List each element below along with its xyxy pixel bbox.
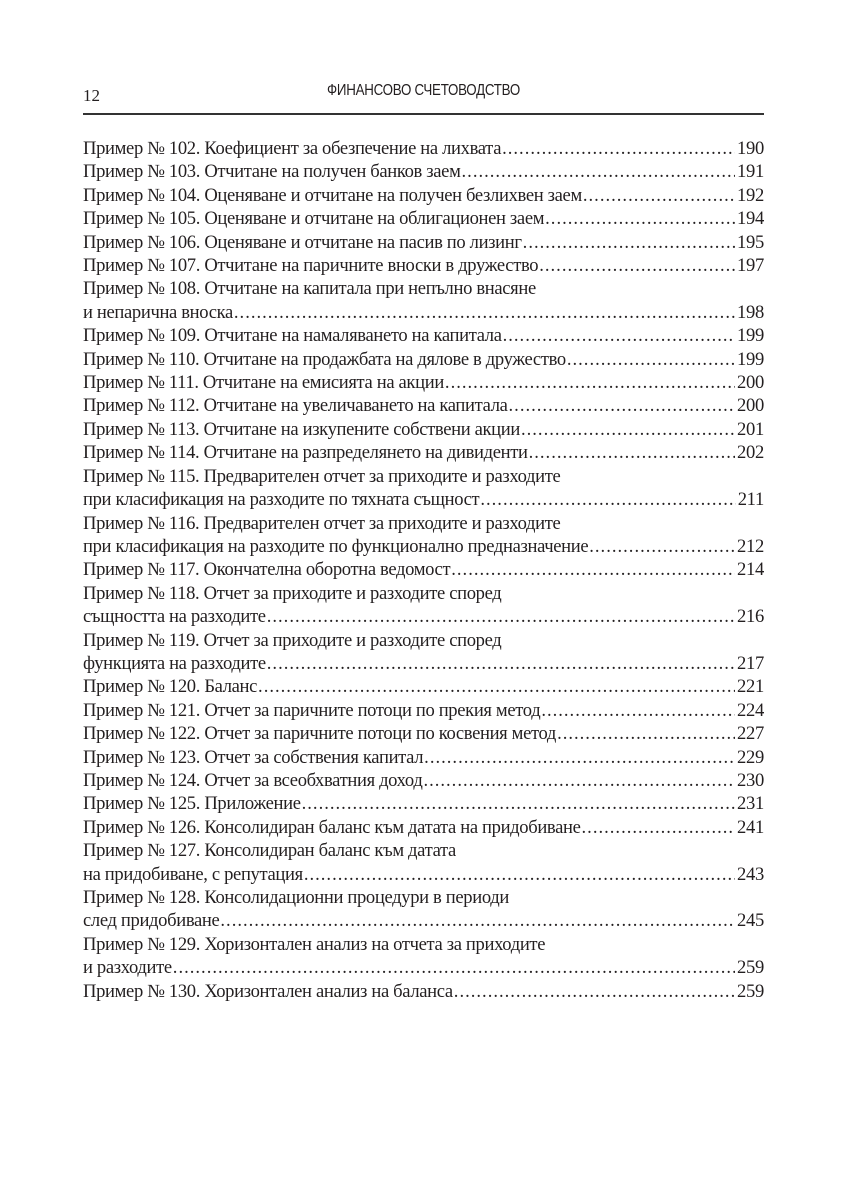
toc-entry-title: Пример № 104. Оценяване и отчитане на получен безлихвен заем xyxy=(83,184,582,206)
dot-leader xyxy=(583,184,735,207)
toc-entry-title: Пример № 117. Окончателна оборотна ведомост xyxy=(83,559,451,581)
toc-page-number: 224 xyxy=(737,699,764,721)
toc-entry-title: Пример № 119. Отчет за приходите и разходите според xyxy=(83,629,502,651)
toc-entry-title: Пример № 122. Отчет за паричните потоци по косвения метод xyxy=(83,723,557,745)
toc-entry-line-final xyxy=(83,792,764,815)
toc-entry[interactable] xyxy=(83,394,764,417)
toc-entry-line xyxy=(83,629,764,652)
toc-entry-title: Пример № 127. Консолидиран баланс към датата xyxy=(83,840,456,862)
toc-entry-line-final xyxy=(83,348,764,371)
page-number: 12 xyxy=(83,86,100,105)
toc-entry-title: Пример № 109. Отчитане на намаляването на капитала xyxy=(83,325,502,347)
toc-entry-line xyxy=(83,465,764,488)
toc-entry[interactable] xyxy=(83,324,764,347)
toc-entry-line-final xyxy=(83,231,764,254)
toc-entry-line-final xyxy=(83,324,764,347)
dot-leader xyxy=(424,746,735,769)
toc-page-number: 192 xyxy=(737,184,764,206)
toc-entry-title: Пример № 107. Отчитане на паричните вноски в дружество xyxy=(83,255,539,277)
toc-entry-line-final xyxy=(83,980,764,1003)
toc-page-number: 199 xyxy=(737,348,764,370)
dot-leader xyxy=(480,488,735,511)
toc-entry[interactable] xyxy=(83,980,764,1003)
dot-leader xyxy=(503,324,735,347)
toc-entry[interactable] xyxy=(83,886,764,933)
toc-page-number: 243 xyxy=(737,863,764,885)
dot-leader xyxy=(462,160,735,183)
dot-leader xyxy=(304,863,735,886)
toc-entry-title: Пример № 124. Отчет за всеобхватния доход xyxy=(83,769,423,791)
toc-entry[interactable] xyxy=(83,558,764,581)
dot-leader xyxy=(545,207,735,230)
toc-entry-line-final xyxy=(83,605,764,628)
toc-entry-line xyxy=(83,582,764,605)
toc-entry[interactable] xyxy=(83,418,764,441)
toc-entry-line-final xyxy=(83,816,764,839)
toc-entry[interactable] xyxy=(83,231,764,254)
dot-leader xyxy=(539,254,735,277)
toc-entry-line-final xyxy=(83,558,764,581)
toc-entry-title: Пример № 120. Баланс xyxy=(83,676,258,698)
dot-leader xyxy=(529,441,735,464)
toc-entry-title: функцията на разходите xyxy=(83,652,266,674)
toc-entry-title: Пример № 116. Предварителен отчет за приходите и разходите xyxy=(83,512,561,534)
toc-page-number: 231 xyxy=(737,793,764,815)
toc-page-number: 217 xyxy=(737,652,764,674)
toc-entry-title: Пример № 121. Отчет за паричните потоци по прекия метод xyxy=(83,699,541,721)
toc-page-number: 212 xyxy=(737,535,764,557)
toc-entry-line-final xyxy=(83,863,764,886)
dot-leader xyxy=(589,535,735,558)
toc-entry[interactable] xyxy=(83,207,764,230)
toc-entry[interactable] xyxy=(83,699,764,722)
toc-entry[interactable] xyxy=(83,792,764,815)
toc-entry[interactable] xyxy=(83,675,764,698)
toc-page-number: 198 xyxy=(737,301,764,323)
toc-page-number: 190 xyxy=(737,138,764,159)
toc-entry[interactable] xyxy=(83,465,764,512)
toc-entry[interactable] xyxy=(83,441,764,464)
dot-leader xyxy=(220,909,735,932)
toc-entry-line-final xyxy=(83,441,764,464)
toc-entry[interactable] xyxy=(83,582,764,629)
dot-leader xyxy=(582,816,735,839)
toc-entry[interactable] xyxy=(83,371,764,394)
toc-entry-line xyxy=(83,277,764,300)
toc-entry-title: и непарична вноска xyxy=(83,301,233,323)
toc-entry-line-final xyxy=(83,722,764,745)
header-rule xyxy=(83,113,764,115)
dot-leader xyxy=(541,699,735,722)
toc-page-number: 214 xyxy=(737,559,764,581)
toc-entry-title: Пример № 118. Отчет за приходите и разходите според xyxy=(83,582,502,604)
toc-entry-title: Пример № 110. Отчитане на продажбата на дялове в дружество xyxy=(83,348,566,370)
toc-entry[interactable] xyxy=(83,816,764,839)
toc-entry-title: Пример № 111. Отчитане на емисията на акции xyxy=(83,372,444,394)
page-header xyxy=(83,80,764,114)
toc-entry-line-final xyxy=(83,488,764,511)
toc-entry[interactable] xyxy=(83,746,764,769)
toc-entry-line-final xyxy=(83,207,764,230)
toc-entry-line xyxy=(83,839,764,862)
toc-entry-line-final xyxy=(83,535,764,558)
dot-leader xyxy=(451,558,735,581)
dot-leader xyxy=(234,301,735,324)
toc-page-number: 200 xyxy=(737,395,764,417)
dot-leader xyxy=(173,956,735,979)
toc-entry-title: Пример № 106. Оценяване и отчитане на пасив по лизинг xyxy=(83,231,522,253)
dot-leader xyxy=(302,792,735,815)
toc-entry-line-final xyxy=(83,675,764,698)
toc-entry[interactable] xyxy=(83,769,764,792)
toc-entry-title: при класификация на разходите по функционално предназначение xyxy=(83,535,589,557)
toc-entry-title: Пример № 129. Хоризонтален анализ на отчета за приходите xyxy=(83,933,546,955)
toc-page-number: 199 xyxy=(737,325,764,347)
toc-page-number: 200 xyxy=(737,372,764,394)
dot-leader xyxy=(557,722,735,745)
toc-page-number: 197 xyxy=(737,255,764,277)
dot-leader xyxy=(423,769,735,792)
toc-entry-line-final xyxy=(83,746,764,769)
toc-entry-title: Пример № 103. Отчитане на получен банков заем xyxy=(83,161,461,183)
toc-entry-line-final xyxy=(83,394,764,417)
toc-entry[interactable] xyxy=(83,137,764,160)
toc-page-number: 202 xyxy=(737,442,764,464)
toc-entry-line-final xyxy=(83,160,764,183)
toc-entry-line-final xyxy=(83,699,764,722)
toc-entry[interactable] xyxy=(83,254,764,277)
toc-page-number: 211 xyxy=(737,489,764,511)
table-of-contents xyxy=(83,137,764,1003)
toc-page-number: 245 xyxy=(737,910,764,932)
toc-entry-title: и разходите xyxy=(83,957,172,979)
toc-page-number: 191 xyxy=(737,161,764,183)
dot-leader xyxy=(445,371,735,394)
dot-leader xyxy=(267,605,735,628)
toc-entry-title: Пример № 125. Приложение xyxy=(83,793,301,815)
toc-entry-line-final xyxy=(83,956,764,979)
dot-leader xyxy=(267,652,735,675)
toc-page-number: 201 xyxy=(737,418,764,440)
toc-entry[interactable] xyxy=(83,512,764,559)
dot-leader xyxy=(502,137,735,160)
toc-entry-line-final xyxy=(83,254,764,277)
toc-entry-title: на придобиване, с репутация xyxy=(83,863,303,885)
dot-leader xyxy=(454,980,735,1003)
toc-page-number: 259 xyxy=(737,957,764,979)
toc-entry-title: Пример № 126. Консолидиран баланс към датата на придобиване xyxy=(83,816,581,838)
toc-entry-title: при класификация на разходите по тяхната същност xyxy=(83,489,480,511)
toc-entry-line-final xyxy=(83,301,764,324)
toc-entry-title: Пример № 128. Консолидационни процедури в периоди xyxy=(83,887,509,908)
toc-entry[interactable] xyxy=(83,277,764,324)
toc-entry[interactable] xyxy=(83,160,764,183)
toc-page-number: 221 xyxy=(737,676,764,698)
toc-entry-line-final xyxy=(83,769,764,792)
toc-entry-title: Пример № 123. Отчет за собствения капитал xyxy=(83,746,424,768)
toc-entry[interactable] xyxy=(83,839,764,886)
toc-page-number: 259 xyxy=(737,980,764,1002)
toc-entry-title: Пример № 105. Оценяване и отчитане на облигационен заем xyxy=(83,208,545,230)
toc-entry-title: Пример № 113. Отчитане на изкупените собствени акции xyxy=(83,418,520,440)
toc-page-number: 241 xyxy=(737,816,764,838)
toc-entry-title: Пример № 108. Отчитане на капитала при непълно внасяне xyxy=(83,278,536,300)
toc-entry[interactable] xyxy=(83,184,764,207)
toc-entry-title: Пример № 115. Предварителен отчет за приходите и разходите xyxy=(83,465,561,487)
toc-entry-title: Пример № 130. Хоризонтален анализ на баланса xyxy=(83,980,453,1002)
toc-entry-line xyxy=(83,933,764,956)
toc-page-number: 229 xyxy=(737,746,764,768)
toc-entry-line-final xyxy=(83,184,764,207)
toc-entry[interactable] xyxy=(83,348,764,371)
toc-entry-line-final xyxy=(83,418,764,441)
toc-entry-line xyxy=(83,512,764,535)
toc-entry-title: Пример № 114. Отчитане на разпределянето на дивиденти xyxy=(83,442,528,464)
toc-entry-line xyxy=(83,886,764,909)
toc-page-number: 195 xyxy=(737,231,764,253)
toc-page-number: 194 xyxy=(737,208,764,230)
toc-entry[interactable] xyxy=(83,933,764,980)
toc-entry-line-final xyxy=(83,137,764,160)
toc-entry-title: след придобиване xyxy=(83,910,220,932)
dot-leader xyxy=(567,348,735,371)
toc-page-number: 230 xyxy=(737,769,764,791)
toc-entry[interactable] xyxy=(83,722,764,745)
toc-entry-line-final xyxy=(83,652,764,675)
toc-page-number: 216 xyxy=(737,606,764,628)
dot-leader xyxy=(521,418,735,441)
toc-entry-line-final xyxy=(83,909,764,932)
toc-page-number: 227 xyxy=(737,723,764,745)
toc-entry-title: Пример № 112. Отчитане на увеличаването на капитала xyxy=(83,395,508,417)
toc-entry-title: Пример № 102. Коефициент за обезпечение на лихвата xyxy=(83,138,502,159)
toc-entry-title: същността на разходите xyxy=(83,606,266,628)
dot-leader xyxy=(509,394,735,417)
running-title: ФИНАНСОВО СЧЕТОВОДСТВО xyxy=(327,82,520,99)
dot-leader xyxy=(258,675,735,698)
dot-leader xyxy=(523,231,735,254)
toc-entry[interactable] xyxy=(83,629,764,676)
toc-entry-line-final xyxy=(83,371,764,394)
